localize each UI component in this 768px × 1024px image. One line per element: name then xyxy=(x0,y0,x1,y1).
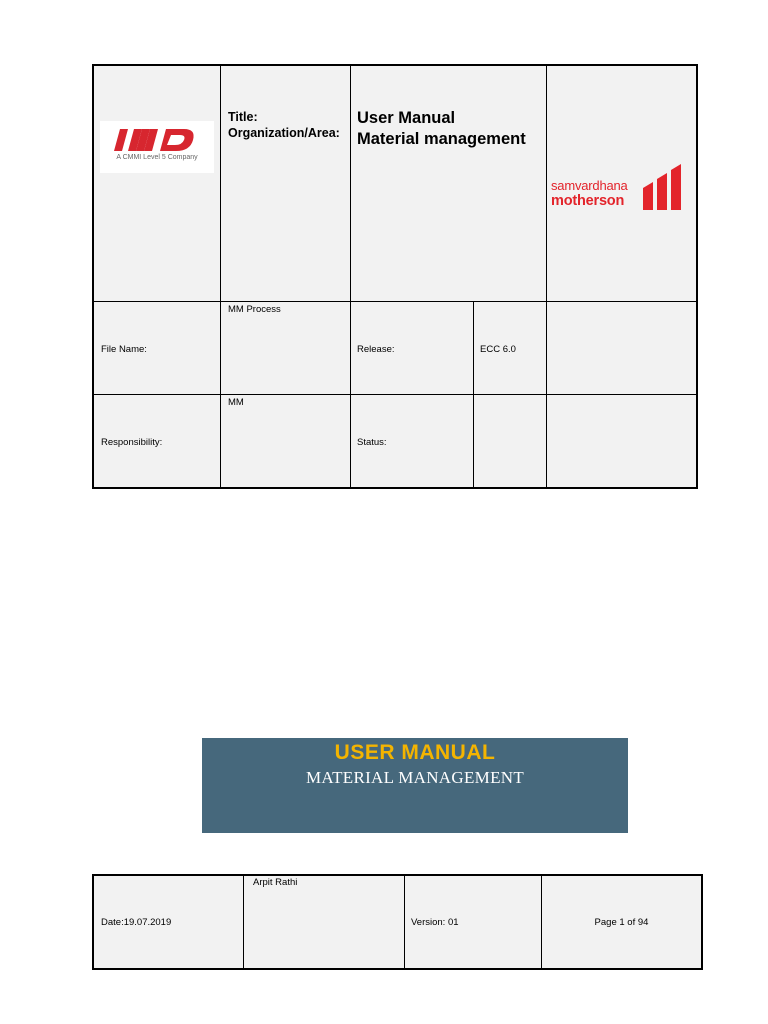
title-label-cell xyxy=(221,66,351,302)
footer-version: Version: 01 xyxy=(411,917,459,928)
responsibility-value: MM xyxy=(228,397,244,408)
banner-title: USER MANUAL xyxy=(334,741,496,764)
footer-date: Date:19.07.2019 xyxy=(101,917,172,928)
release-value-cell xyxy=(474,302,547,395)
page-number-cell xyxy=(542,876,701,968)
responsibility-label: Responsibility: xyxy=(101,437,163,448)
motherson-logo-line2: motherson xyxy=(551,193,625,209)
imd-tagline: A CMMI Level 5 Company xyxy=(116,154,198,161)
title-value-cell xyxy=(351,66,547,302)
motherson-logo-line1: samvardhana xyxy=(551,178,628,193)
imd-logo-mark xyxy=(114,126,200,154)
responsibility-label-cell xyxy=(94,395,221,487)
title-label: Title: xyxy=(228,110,258,124)
footer-page-number: Page 1 of 94 xyxy=(594,917,649,928)
author-cell xyxy=(244,876,405,968)
imd-logo xyxy=(100,121,214,173)
date-cell xyxy=(94,876,244,968)
empty-cell-r3 xyxy=(547,395,696,487)
footer-author: Arpit Rathi xyxy=(253,877,298,888)
file-name-label: File Name: xyxy=(101,344,147,355)
organization-value: Material management xyxy=(357,130,526,148)
status-value-cell xyxy=(474,395,547,487)
release-label-cell xyxy=(351,302,474,395)
banner-subtitle: MATERIAL MANAGEMENT xyxy=(305,768,525,787)
file-name-value-cell xyxy=(221,302,351,395)
file-name-value: MM Process xyxy=(228,304,281,315)
status-label-cell xyxy=(351,395,474,487)
motherson-logo xyxy=(551,158,696,213)
version-cell xyxy=(405,876,542,968)
logo-cell xyxy=(94,66,221,302)
organization-label: Organization/Area: xyxy=(228,126,340,140)
responsibility-value-cell xyxy=(221,395,351,487)
document-title: User Manual xyxy=(357,109,456,127)
release-value: ECC 6.0 xyxy=(480,344,516,355)
document-footer-table xyxy=(92,874,703,970)
status-label: Status: xyxy=(357,437,387,448)
file-name-label-cell xyxy=(94,302,221,395)
title-banner xyxy=(202,738,628,833)
document-header-table xyxy=(92,64,698,489)
motherson-bars-icon xyxy=(643,158,689,210)
empty-cell-r2 xyxy=(547,302,696,395)
release-label: Release: xyxy=(357,344,395,355)
motherson-logo-cell xyxy=(547,66,696,302)
